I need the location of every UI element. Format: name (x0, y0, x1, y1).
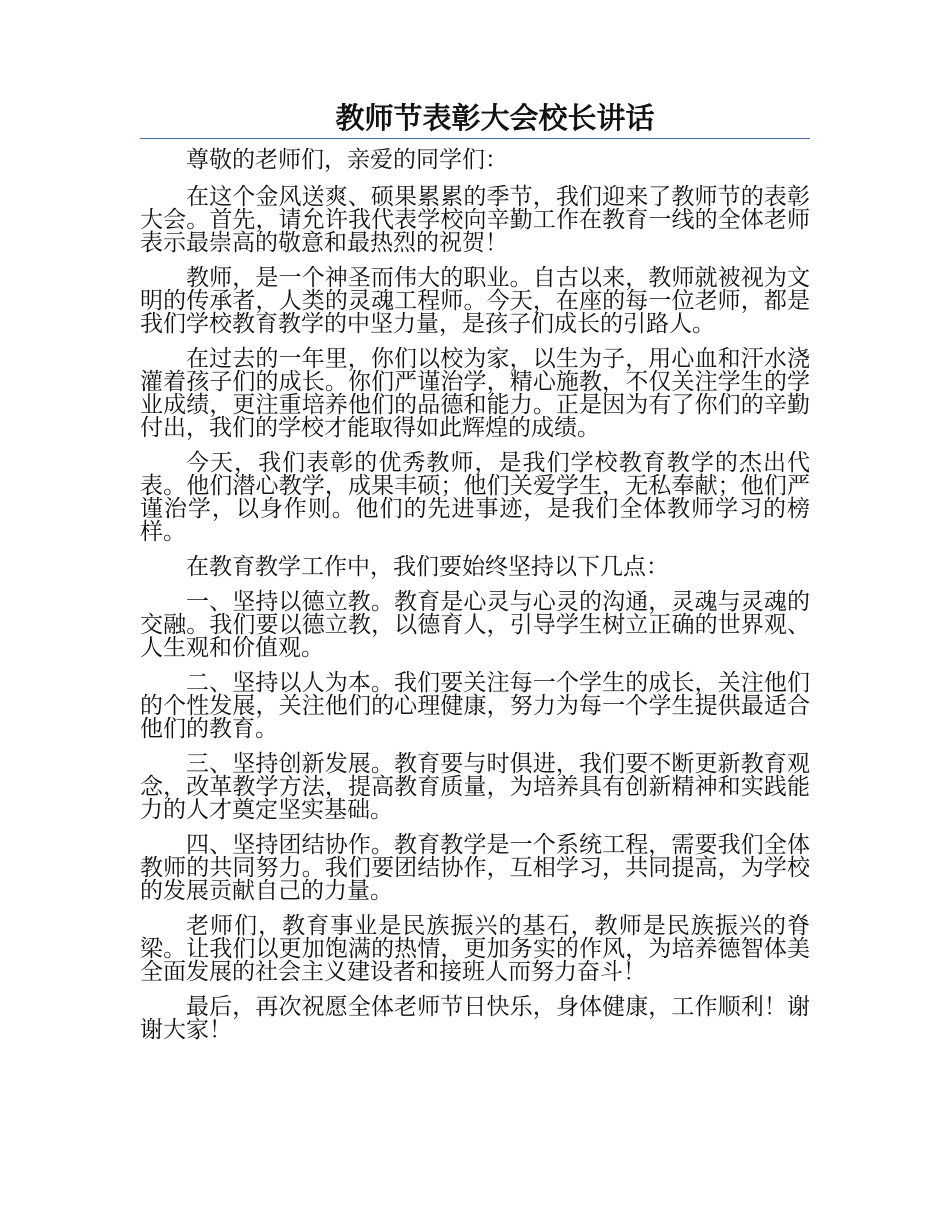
paragraph: 四、坚持团结协作。教育教学是一个系统工程，需要我们全体教师的共同努力。我们要团结协作，互相学习，共同提高，为学校的发展贡献自己的力量。 (140, 832, 810, 904)
document-title: 教师节表彰大会校长讲话 (335, 101, 655, 135)
paragraph: 三、坚持创新发展。教育要与时俱进，我们要不断更新教育观念，改革教学方法，提高教育质量，为培养具有创新精神和实践能力的人才奠定坚实基础。 (140, 751, 810, 823)
paragraph: 老师们，教育事业是民族振兴的基石，教师是民族振兴的脊梁。让我们以更加饱满的热情，更加务实的作风，为培养德智体美全面发展的社会主义建设者和接班人而努力奋斗！ (140, 913, 810, 985)
paragraph: 在过去的一年里，你们以校为家，以生为子，用心血和汗水浇灌着孩子们的成长。你们严谨治学，精心施教，不仅关注学生的学业成绩，更注重培养他们的品德和能力。正是因为有了你们的辛勤付出，我们的学校才能取得如此辉煌的成绩。 (140, 346, 810, 441)
paragraph: 在教育教学工作中，我们要始终坚持以下几点： (186, 554, 669, 580)
paragraph: 今天，我们表彰的优秀教师，是我们学校教育教学的杰出代表。他们潜心教学，成果丰硕；他们关爱学生，无私奉献；他们严谨治学，以身作则。他们的先进事迹，是我们全体教师学习的榜样。 (140, 450, 810, 545)
paragraph: 教师，是一个神圣而伟大的职业。自古以来，教师就被视为文明的传承者，人类的灵魂工程师。今天，在座的每一位老师，都是我们学校教育教学的中坚力量，是孩子们成长的引路人。 (140, 265, 810, 337)
paragraph: 在这个金风送爽、硕果累累的季节，我们迎来了教师节的表彰大会。首先，请允许我代表学校向辛勤工作在教育一线的全体老师表示最崇高的敬意和最热烈的祝贺！ (140, 184, 810, 256)
paragraph: 二、坚持以人为本。我们要关注每一个学生的成长，关注他们的个性发展，关注他们的心理健康，努力为每一个学生提供最适合他们的教育。 (140, 670, 810, 742)
document-page (140, 98, 810, 1054)
paragraph: 一、坚持以德立教。教育是心灵与心灵的沟通，灵魂与灵魂的交融。我们要以德立教，以德育人，引导学生树立正确的世界观、人生观和价值观。 (140, 589, 810, 661)
paragraph-closing: 最后，再次祝愿全体老师节日快乐，身体健康，工作顺利！谢谢大家！ (140, 994, 810, 1043)
title-underline (140, 138, 810, 139)
paragraph-salutation: 尊敬的老师们，亲爱的同学们： (186, 147, 508, 173)
